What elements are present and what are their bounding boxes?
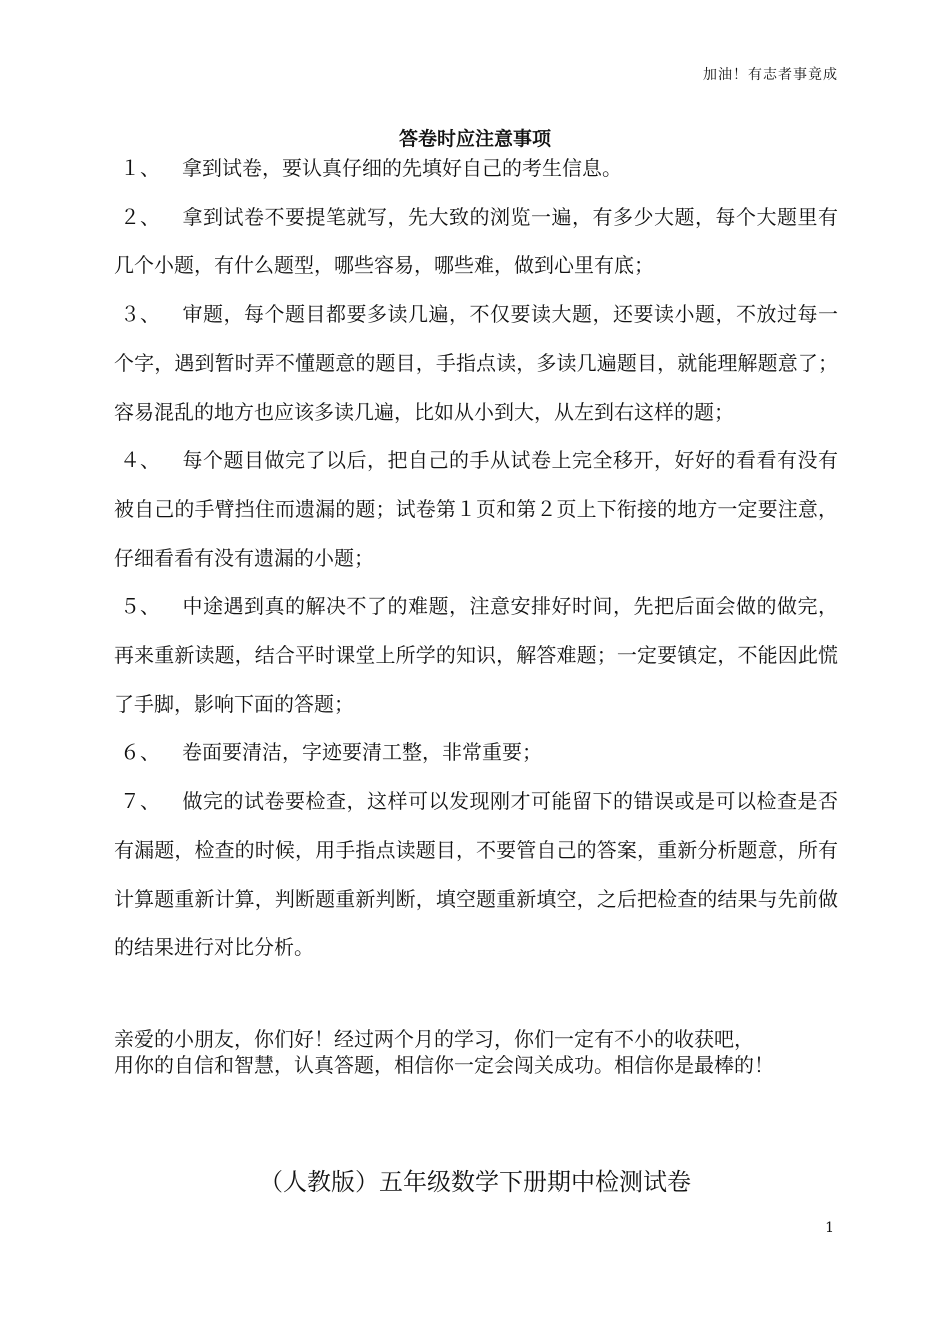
page-number: 1 xyxy=(825,1220,834,1236)
note-item-7 xyxy=(114,777,838,972)
note-text: 每个题目做完了以后，把自己的手从试卷上完全移开，好好的看看有没有被自己的手臂挡住而遗漏的题；试卷第１页和第２页上下衔接的地方一定要注意，仔细看看有没有遗漏的小题； xyxy=(114,448,838,570)
note-number: ２、 xyxy=(120,204,160,229)
exam-title: （人教版）五年级数学下册期中检测试卷 xyxy=(259,1168,691,1196)
note-number: ６、 xyxy=(120,740,160,765)
note-item-2 xyxy=(114,193,838,290)
note-text: 审题，每个题目都要多读几遍，不仅要读大题，还要读小题，不放过每一个字，遇到暂时弄不懂题意的题目，手指点读，多读几遍题目，就能理解题意了；容易混乱的地方也应该多读几遍，比如从小到大，从左到右这样的题； xyxy=(114,302,838,424)
note-text: 卷面要清洁，字迹要清工整，非常重要； xyxy=(182,740,542,765)
note-number: １、 xyxy=(120,156,160,180)
note-text: 做完的试卷要检查，这样可以发现刚才可能留下的错误或是可以检查是否有漏题，检查的时候，用手指点读题目，不要管自己的答案，重新分析题意，所有计算题重新计算，判断题重新判断，填空题重新填空，之后把检查的结果与先前做的结果进行对比分析。 xyxy=(114,789,838,960)
document-title: 答卷时应注意事项 xyxy=(398,128,551,150)
notes-list xyxy=(114,144,838,972)
note-number: ３、 xyxy=(120,302,160,327)
note-text: 拿到试卷，要认真仔细的先填好自己的考生信息。 xyxy=(182,156,622,180)
note-number: ７、 xyxy=(120,789,160,814)
note-item-4 xyxy=(114,436,838,582)
note-text: 中途遇到真的解决不了的难题，注意安排好时间，先把后面会做的做完，再来重新读题，结合平时课堂上所学的知识，解答难题；一定要镇定，不能因此慌了手脚，影响下面的答题； xyxy=(114,594,838,716)
note-item-6 xyxy=(114,728,838,777)
note-item-1 xyxy=(114,144,838,193)
note-text: 拿到试卷不要提笔就写，先大致的浏览一遍，有多少大题，每个大题里有几个小题，有什么题型，哪些容易，哪些难，做到心里有底； xyxy=(114,204,838,278)
header-motto: 加油！有志者事竟成 xyxy=(703,67,838,83)
note-item-5 xyxy=(114,582,838,728)
note-number: ４、 xyxy=(120,448,160,473)
closing-line-1: 亲爱的小朋友，你们好！经过两个月的学习，你们一定有不小的收获吧， xyxy=(114,1027,754,1051)
note-number: ５、 xyxy=(120,594,160,619)
note-item-3 xyxy=(114,290,838,436)
closing-message xyxy=(114,1026,854,1078)
closing-line-2: 用你的自信和智慧，认真答题，相信你一定会闯关成功。相信你是最棒的！ xyxy=(114,1053,774,1077)
